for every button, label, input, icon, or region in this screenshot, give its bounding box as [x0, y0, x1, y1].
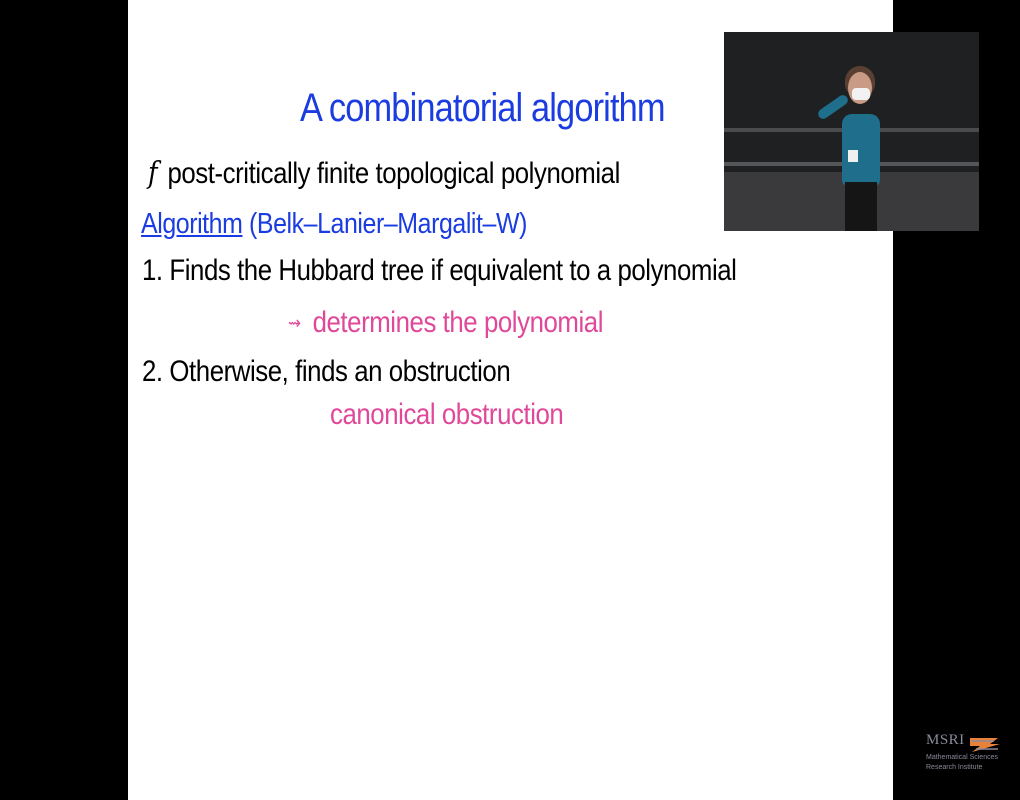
msri-logo-line1: Mathematical Sciences — [926, 754, 998, 761]
msri-logo-line2: Research Institute — [926, 764, 983, 771]
step-one: 1. Finds the Hubbard tree if equivalent to a polynomial — [142, 254, 737, 287]
face-mask — [852, 88, 870, 100]
algorithm-line — [141, 208, 527, 241]
msri-logo — [926, 732, 1006, 780]
step-one-result-text: determines the polynomial — [312, 306, 604, 339]
step-two: 2. Otherwise, finds an obstruction — [142, 355, 511, 388]
leads-to-arrow: ⇝ — [288, 313, 301, 334]
algorithm-authors: (Belk–Lanier–Margalit–W) — [248, 208, 527, 240]
step-one-result — [288, 306, 603, 340]
name-badge — [848, 150, 858, 162]
msri-logo-icon — [968, 734, 1002, 754]
slide-title: A combinatorial algorithm — [300, 86, 665, 130]
speaker-video — [724, 32, 979, 231]
msri-logo-text: MSRI — [926, 732, 965, 748]
algorithm-link[interactable]: Algorithm — [141, 208, 243, 240]
step-two-result: canonical obstruction — [330, 398, 564, 431]
definition-line — [148, 156, 620, 191]
speaker-legs — [845, 182, 877, 231]
definition-text: post-critically finite topological polynomial — [167, 157, 620, 190]
function-symbol: f — [148, 156, 158, 191]
